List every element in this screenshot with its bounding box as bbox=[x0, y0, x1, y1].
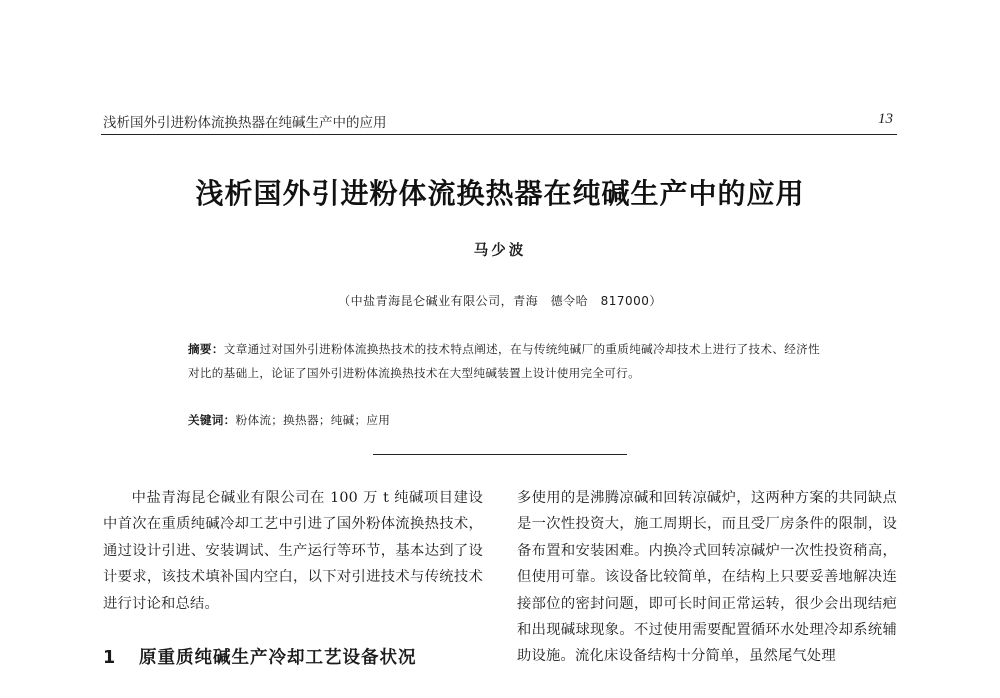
abstract bbox=[188, 338, 820, 385]
article-title: 浅析国外引进粉体流换热器在纯碱生产中的应用 bbox=[195, 177, 805, 210]
right-column bbox=[517, 485, 897, 670]
section-heading bbox=[103, 644, 503, 669]
author-affiliation: （中盐青海昆仑碱业有限公司，青海 德令哈 817000） bbox=[338, 294, 662, 308]
abstract-label: 摘要： bbox=[188, 342, 224, 356]
abstract-separator bbox=[373, 454, 627, 455]
running-title: 浅析国外引进粉体流换热器在纯碱生产中的应用 bbox=[103, 115, 387, 131]
author-name: 马少波 bbox=[473, 243, 527, 259]
left-column bbox=[103, 485, 483, 617]
keywords-label: 关键词： bbox=[188, 413, 236, 427]
intro-paragraph: 中盐青海昆仑碱业有限公司在 100 万 t 纯碱项目建设中首次在重质纯碱冷却工艺中引进了国外粉体流换热技术，通过设计引进、安装调试、生产运行等环节，基本达到了设计要求，该技术填补国内空白，以下对引进技术与传统技术进行讨论和总结。 bbox=[103, 490, 483, 612]
header-rule bbox=[101, 134, 897, 135]
running-header bbox=[103, 111, 893, 131]
section-title: 原重质纯碱生产冷却工艺设备状况 bbox=[139, 648, 417, 668]
keywords-text: 粉体流；换热器；纯碱；应用 bbox=[235, 413, 391, 427]
section-number: 1 bbox=[103, 648, 117, 668]
right-paragraph: 多使用的是沸腾凉碱和回转凉碱炉，这两种方案的共同缺点是一次性投资大，施工周期长，而且受厂房条件的限制，设备布置和安装困难。内换冷式回转凉碱炉一次性投资稍高，但使用可靠。该设备比较简单，在结构上只要妥善地解决连接部位的密封问题，即可长时间正常运转，很少会出现结疤和出现碱球现象。不过使用需要配置循环水处理冷却系统辅助设施。流化床设备结构十分简单，虽然尾气处理 bbox=[517, 490, 897, 665]
abstract-text: 文章通过对国外引进粉体流换热技术的技术特点阐述，在与传统纯碱厂的重质纯碱冷却技术上进行了技术、经济性对比的基础上，论证了国外引进粉体流换热技术在大型纯碱装置上设计使用完全可行。 bbox=[188, 342, 820, 380]
keywords bbox=[188, 409, 820, 432]
page-number: 13 bbox=[878, 111, 893, 127]
